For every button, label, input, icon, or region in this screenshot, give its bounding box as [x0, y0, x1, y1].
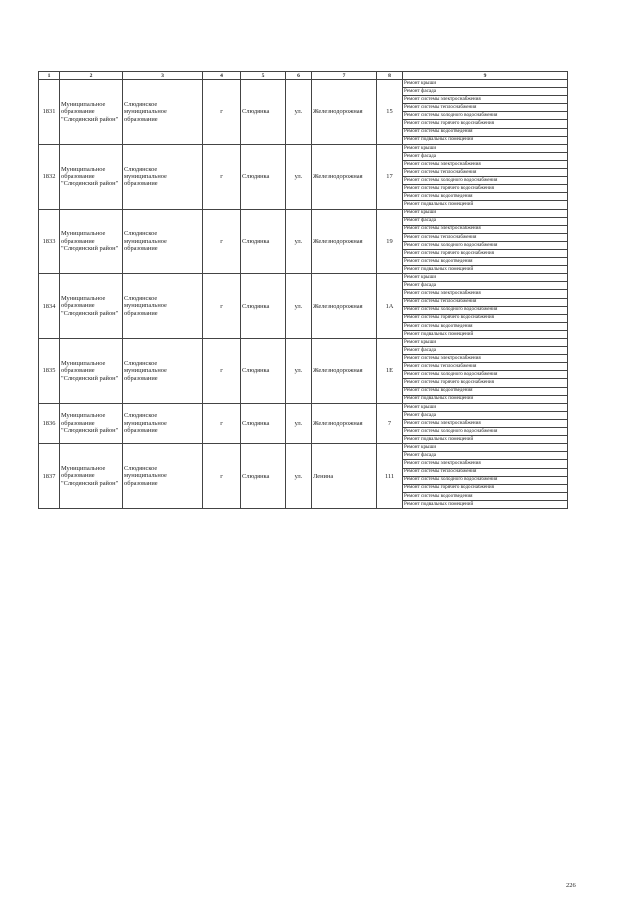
header-row	[39, 72, 568, 80]
street-type-cell: ул.	[286, 403, 312, 443]
work-item: Ремонт системы теплоснабжения	[403, 468, 568, 476]
record-number: 1835	[39, 339, 60, 404]
locality-cell: Слюдянка	[241, 80, 286, 145]
work-item: Ремонт системы водоотведения	[403, 193, 568, 201]
work-item: Ремонт системы электроснабжения	[403, 419, 568, 427]
locality-cell: Слюдянка	[241, 339, 286, 404]
work-item: Ремонт системы электроснабжения	[403, 290, 568, 298]
work-item: Ремонт подвальных помещений	[403, 395, 568, 403]
record-number: 1833	[39, 209, 60, 274]
municipality-cell: Муниципальное образование "Слюдянский район"	[60, 80, 123, 145]
work-item: Ремонт системы электроснабжения	[403, 460, 568, 468]
table-row	[39, 144, 568, 152]
table-row	[39, 403, 568, 411]
work-item: Ремонт подвальных помещений	[403, 436, 568, 444]
work-item: Ремонт системы горячего водоснабжения	[403, 484, 568, 492]
work-item: Ремонт фасада	[403, 282, 568, 290]
housing-register-table	[38, 71, 568, 509]
table-row	[39, 339, 568, 347]
work-item: Ремонт системы водоотведения	[403, 387, 568, 395]
work-item: Ремонт системы холодного водоснабжения	[403, 476, 568, 484]
col-header-5: 5	[241, 72, 286, 80]
street-cell: Железнодорожная	[312, 80, 377, 145]
municipality-cell: Муниципальное образование "Слюдянский район"	[60, 209, 123, 274]
col-header-9: 9	[403, 72, 568, 80]
locality-cell: Слюдянка	[241, 209, 286, 274]
work-item: Ремонт системы электроснабжения	[403, 96, 568, 104]
work-item: Ремонт крыши	[403, 403, 568, 411]
work-item: Ремонт системы горячего водоснабжения	[403, 314, 568, 322]
settlement-cell: Слюдянское муниципальное образование	[123, 209, 203, 274]
work-item: Ремонт системы теплоснабжения	[403, 104, 568, 112]
locality-cell: Слюдянка	[241, 144, 286, 209]
locality-cell: Слюдянка	[241, 444, 286, 509]
work-item: Ремонт подвальных помещений	[403, 266, 568, 274]
work-item: Ремонт системы теплоснабжения	[403, 169, 568, 177]
work-item: Ремонт системы холодного водоснабжения	[403, 112, 568, 120]
work-item: Ремонт крыши	[403, 144, 568, 152]
street-type-cell: ул.	[286, 444, 312, 509]
work-item: Ремонт фасада	[403, 452, 568, 460]
street-cell: Железнодорожная	[312, 144, 377, 209]
municipality-cell: Муниципальное образование "Слюдянский район"	[60, 403, 123, 443]
record-number: 1836	[39, 403, 60, 443]
street-cell: Железнодорожная	[312, 209, 377, 274]
locality-type-cell: г	[203, 339, 241, 404]
locality-type-cell: г	[203, 274, 241, 339]
street-cell: Железнодорожная	[312, 274, 377, 339]
work-item: Ремонт системы теплоснабжения	[403, 233, 568, 241]
work-item: Ремонт системы холодного водоснабжения	[403, 177, 568, 185]
col-header-4: 4	[203, 72, 241, 80]
col-header-1: 1	[39, 72, 60, 80]
locality-type-cell: г	[203, 144, 241, 209]
street-type-cell: ул.	[286, 274, 312, 339]
house-number-cell: 1А	[377, 274, 403, 339]
street-type-cell: ул.	[286, 80, 312, 145]
work-item: Ремонт системы горячего водоснабжения	[403, 379, 568, 387]
work-item: Ремонт фасада	[403, 88, 568, 96]
work-item: Ремонт крыши	[403, 209, 568, 217]
work-item: Ремонт системы теплоснабжения	[403, 298, 568, 306]
house-number-cell: 7	[377, 403, 403, 443]
work-item: Ремонт системы электроснабжения	[403, 160, 568, 168]
work-item: Ремонт подвальных помещений	[403, 201, 568, 209]
table-row	[39, 80, 568, 88]
street-cell: Ленина	[312, 444, 377, 509]
record-number: 1834	[39, 274, 60, 339]
municipality-cell: Муниципальное образование "Слюдянский район"	[60, 339, 123, 404]
col-header-8: 8	[377, 72, 403, 80]
work-item: Ремонт крыши	[403, 80, 568, 88]
page-number: 226	[566, 882, 576, 889]
house-number-cell: 15	[377, 80, 403, 145]
work-item: Ремонт системы холодного водоснабжения	[403, 428, 568, 436]
street-cell: Железнодорожная	[312, 403, 377, 443]
work-item: Ремонт системы горячего водоснабжения	[403, 120, 568, 128]
house-number-cell: 1Е	[377, 339, 403, 404]
record-number: 1832	[39, 144, 60, 209]
work-item: Ремонт крыши	[403, 444, 568, 452]
street-cell: Железнодорожная	[312, 339, 377, 404]
table-row	[39, 274, 568, 282]
street-type-cell: ул.	[286, 144, 312, 209]
locality-cell: Слюдянка	[241, 403, 286, 443]
house-number-cell: 111	[377, 444, 403, 509]
work-item: Ремонт фасада	[403, 347, 568, 355]
work-item: Ремонт системы электроснабжения	[403, 355, 568, 363]
locality-type-cell: г	[203, 403, 241, 443]
table-row	[39, 209, 568, 217]
record-number: 1831	[39, 80, 60, 145]
municipality-cell: Муниципальное образование "Слюдянский район"	[60, 274, 123, 339]
work-item: Ремонт системы водоотведения	[403, 258, 568, 266]
street-type-cell: ул.	[286, 339, 312, 404]
table-row	[39, 444, 568, 452]
work-item: Ремонт фасада	[403, 152, 568, 160]
work-item: Ремонт системы теплоснабжения	[403, 363, 568, 371]
house-number-cell: 17	[377, 144, 403, 209]
locality-type-cell: г	[203, 80, 241, 145]
work-item: Ремонт подвальных помещений	[403, 136, 568, 144]
col-header-2: 2	[60, 72, 123, 80]
col-header-6: 6	[286, 72, 312, 80]
locality-cell: Слюдянка	[241, 274, 286, 339]
work-item: Ремонт фасада	[403, 217, 568, 225]
work-item: Ремонт фасада	[403, 411, 568, 419]
work-item: Ремонт системы холодного водоснабжения	[403, 306, 568, 314]
house-number-cell: 19	[377, 209, 403, 274]
municipality-cell: Муниципальное образование "Слюдянский район"	[60, 444, 123, 509]
work-item: Ремонт подвальных помещений	[403, 330, 568, 338]
work-item: Ремонт системы горячего водоснабжения	[403, 185, 568, 193]
record-number: 1837	[39, 444, 60, 509]
work-item: Ремонт системы горячего водоснабжения	[403, 249, 568, 257]
settlement-cell: Слюдянское муниципальное образование	[123, 339, 203, 404]
work-item: Ремонт системы водоотведения	[403, 322, 568, 330]
settlement-cell: Слюдянское муниципальное образование	[123, 80, 203, 145]
locality-type-cell: г	[203, 444, 241, 509]
work-item: Ремонт системы водоотведения	[403, 128, 568, 136]
work-item: Ремонт крыши	[403, 339, 568, 347]
col-header-3: 3	[123, 72, 203, 80]
settlement-cell: Слюдянское муниципальное образование	[123, 403, 203, 443]
col-header-7: 7	[312, 72, 377, 80]
street-type-cell: ул.	[286, 209, 312, 274]
work-item: Ремонт системы водоотведения	[403, 492, 568, 500]
work-item: Ремонт системы электроснабжения	[403, 225, 568, 233]
locality-type-cell: г	[203, 209, 241, 274]
municipality-cell: Муниципальное образование "Слюдянский район"	[60, 144, 123, 209]
work-item: Ремонт крыши	[403, 274, 568, 282]
settlement-cell: Слюдянское муниципальное образование	[123, 444, 203, 509]
work-item: Ремонт системы холодного водоснабжения	[403, 371, 568, 379]
settlement-cell: Слюдянское муниципальное образование	[123, 274, 203, 339]
work-item: Ремонт подвальных помещений	[403, 500, 568, 508]
table-body	[39, 80, 568, 509]
work-item: Ремонт системы холодного водоснабжения	[403, 241, 568, 249]
settlement-cell: Слюдянское муниципальное образование	[123, 144, 203, 209]
